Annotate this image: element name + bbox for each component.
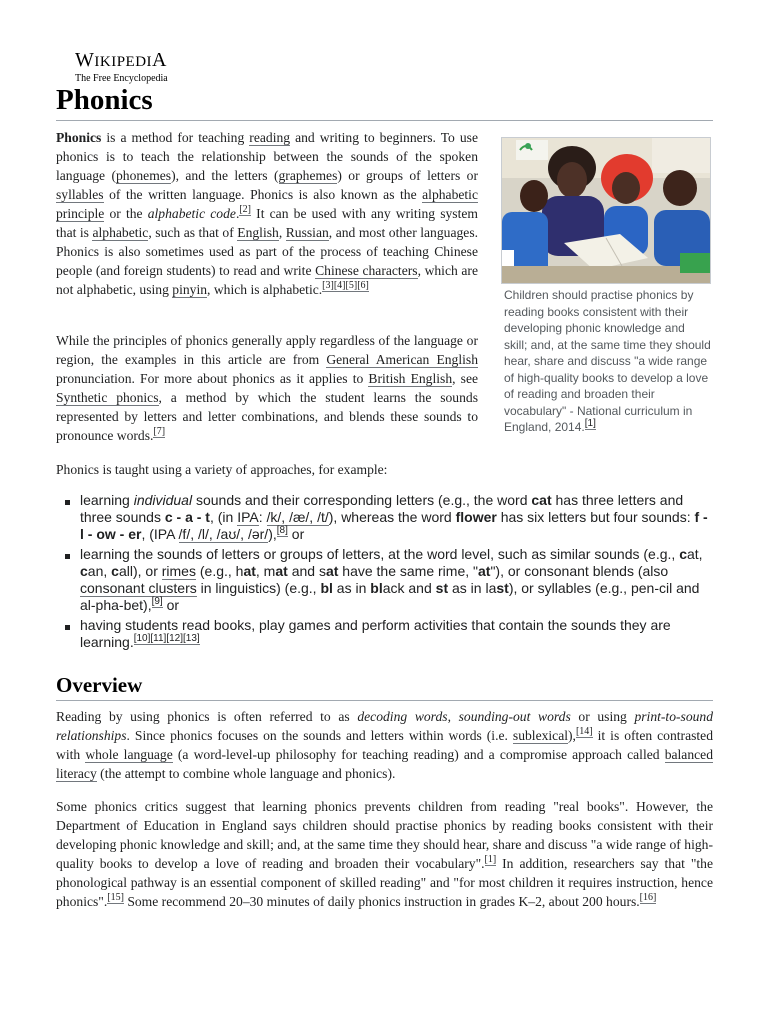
- ref-7[interactable]: [7]: [153, 426, 166, 438]
- ipa-flower[interactable]: /f/, /l/, /aʊ/, /ər/: [178, 526, 269, 542]
- link-ipa[interactable]: IPA: [237, 509, 259, 525]
- link-alphabetic[interactable]: alphabetic: [92, 225, 149, 240]
- list-item: learning the sounds of letters or groups of letters, at the word level, such as similar sounds (e.g., cat, can, call), or rimes (e.g., hat, mat and sat have the same rime, "at"), or consonant blends (also consonant clusters in linguistics) (e.g., bl as in black and st as in last), or syllables (e.g., pen-cil and al-pha-bet),[9] or: [80, 546, 713, 614]
- link-pinyin[interactable]: pinyin: [172, 282, 208, 297]
- overview-paragraph-2: Some phonics critics suggest that learning phonics prevents children from reading "real books". However, the Department of Education in England says children should practise phonics by reading books consistent with their developing phonic knowledge and skill; and, at the same time they should hear, share and discuss "a wide range of high-quality books to develop a love of reading and broaden their vocabulary".[1] In addition, researchers say that "the phonological pathway is an essential component of skilled reading" and "for most children it requires instruction, hence phonics".[15] Some recommend 20–30 minutes of daily phonics instruction in grades K–2, about 200 hours.[16]: [56, 799, 713, 909]
- ref-12[interactable]: [12]: [166, 633, 184, 645]
- link-sublexical[interactable]: sublexical: [512, 728, 569, 743]
- ref-4[interactable]: [4]: [333, 280, 346, 292]
- link-rimes[interactable]: rimes: [161, 563, 196, 579]
- link-consonant-clusters[interactable]: consonant clusters: [80, 580, 197, 596]
- overview-paragraph-1: Reading by using phonics is often referred to as decoding words, sounding-out words or using print-to-sound relationships. Since phonics focuses on the sounds and letters within words (i.e. sublexical),[14] it is often contrasted with whole language (a word-level-up philosophy for teaching reading) and a compromise approach called balanced literacy (the attempt to combine whole language and phonics).: [56, 709, 714, 781]
- ref-2[interactable]: [2]: [239, 204, 252, 216]
- link-graphemes[interactable]: graphemes: [278, 168, 338, 183]
- link-whole-language[interactable]: whole language: [85, 747, 173, 762]
- logo-tagline: The Free Encyclopedia: [75, 73, 168, 84]
- ref-1-caption[interactable]: [1]: [584, 418, 596, 429]
- link-british-english[interactable]: British English: [368, 371, 453, 386]
- link-synthetic-phonics[interactable]: Synthetic phonics: [56, 390, 159, 405]
- link-phonemes[interactable]: phonemes: [115, 168, 172, 183]
- page-title: Phonics: [56, 82, 713, 121]
- ref-16[interactable]: [16]: [639, 892, 657, 904]
- ref-11[interactable]: [11]: [150, 633, 167, 645]
- intro-paragraph: Phonics is a method for teaching reading and writing to beginners. To use phonics is to teach the relationship between the sounds of the spoken language (phonemes), and the letters (graphemes) or groups of letters or syllables of the written language. Phonics is also known as the alphabetic principle or the alphabetic code.[2] It can be used with any writing system that is alphabetic, such as that of English, Russian, and most other languages. Phonics is also sometimes used as part of the process of teaching Chinese people (and foreign students) to read and write Chinese characters, which are not alphabetic, using pinyin, which is alphabetic.[3][4][5][6]: [56, 130, 479, 297]
- figure: [501, 137, 711, 436]
- link-alphabetic-principle[interactable]: alphabetic principle: [56, 187, 478, 221]
- link-syllables[interactable]: syllables: [56, 187, 104, 202]
- section-heading-overview: Overview: [56, 672, 713, 701]
- ref-3[interactable]: [3]: [322, 280, 334, 292]
- approaches-list: [56, 492, 713, 654]
- ref-8[interactable]: [8]: [276, 525, 288, 537]
- ref-15[interactable]: [15]: [107, 892, 124, 904]
- list-item: having students read books, play games and perform activities that contain the sounds they are learning.[10][11][12][13]: [80, 617, 713, 651]
- link-russian[interactable]: Russian: [285, 225, 329, 240]
- paragraph-2: While the principles of phonics generally apply regardless of the language or region, the examples in this article are from General American English pronunciation. For more about phonics as it applies to British English, see Synthetic phonics, a method by which the student learns the sounds represented by letters and letter combinations, and blends these sounds to pronounce words.[7]: [56, 333, 479, 443]
- paragraph-3: Phonics is taught using a variety of approaches, for example:: [56, 462, 388, 477]
- link-english[interactable]: English: [237, 225, 279, 240]
- term-bold: Phonics: [56, 130, 102, 145]
- ref-13[interactable]: [13]: [183, 633, 200, 645]
- ref-5[interactable]: [5]: [345, 280, 358, 292]
- link-balanced-literacy[interactable]: balanced literacy: [56, 747, 714, 781]
- ref-6[interactable]: [6]: [357, 280, 369, 292]
- ref-14[interactable]: [14]: [575, 726, 593, 738]
- children-reading-photo[interactable]: [501, 137, 711, 284]
- logo-wordmark: WIKIPEDIA: [75, 49, 167, 71]
- link-general-american-english[interactable]: General American English: [326, 352, 478, 367]
- ref-9[interactable]: [9]: [151, 596, 163, 608]
- link-reading[interactable]: reading: [249, 130, 291, 145]
- ref-1[interactable]: [1]: [484, 854, 497, 866]
- link-chinese-characters[interactable]: Chinese characters: [315, 263, 418, 278]
- wikipedia-logo[interactable]: [75, 50, 168, 85]
- ipa-cat[interactable]: /k/, /æ/, /t/: [266, 509, 329, 525]
- list-item: learning individual sounds and their corresponding letters (e.g., the word cat has three letters and three sounds c - a - t, (in IPA: /k/, /æ/, /t/), whereas the word flower has six letters but four sounds: f - l - ow - er, (IPA /f/, /l/, /aʊ/, /ər/),[8] or: [80, 492, 713, 543]
- ref-10[interactable]: [10]: [133, 633, 151, 645]
- figure-caption: Children should practise phonics by reading books consistent with their developing phonic knowledge and skill; and, at the same time they should hear, share and discuss "a wide range of high-quality books to develop a love of reading and broaden their vocabulary" - National curriculum in England, 2014.[1]: [504, 288, 711, 434]
